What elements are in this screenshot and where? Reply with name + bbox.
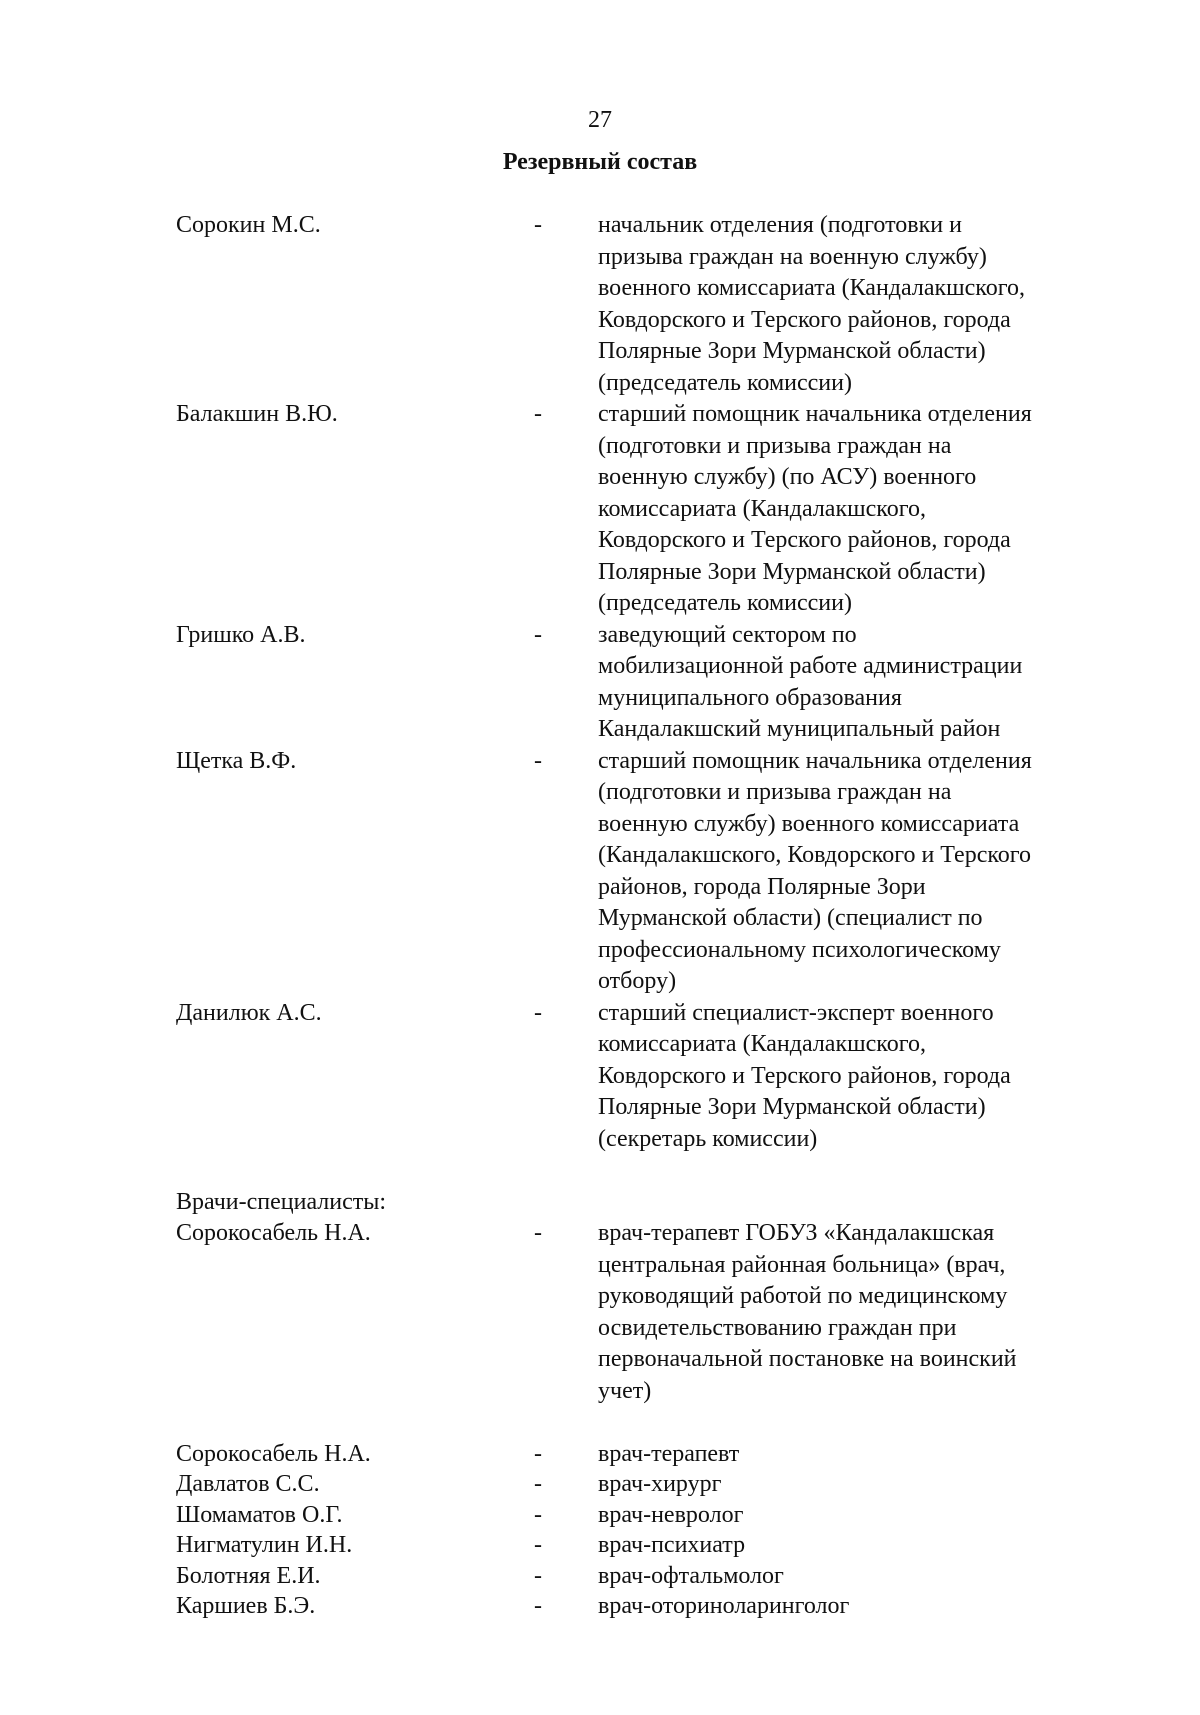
role-line: муниципального образования xyxy=(598,684,902,711)
page-number: 27 xyxy=(588,107,612,133)
role-line: Полярные Зори Мурманской области) xyxy=(598,558,986,585)
doctor-name: Болотняя Е.И. xyxy=(176,1562,321,1589)
role-line: отбору) xyxy=(598,968,677,994)
member-list xyxy=(176,210,1116,1622)
dash-separator: - xyxy=(534,212,542,238)
member-role xyxy=(598,399,1116,620)
role-line: Ковдорского и Терского районов, города xyxy=(598,527,1011,553)
doctor-entry xyxy=(176,1439,1116,1470)
member-role xyxy=(598,210,1116,399)
dash-separator: - xyxy=(534,621,542,648)
doctors-heading: Врачи-специалисты: xyxy=(176,1188,387,1215)
member-role xyxy=(598,620,1116,746)
doctor-name: Каршиев Б.Э. xyxy=(176,1593,316,1619)
role-line: мобилизационной работе администрации xyxy=(598,653,1023,679)
member-entry xyxy=(176,998,1116,1156)
role-line: (подготовки и призыва граждан на xyxy=(598,432,952,459)
role-line: Полярные Зори Мурманской области) xyxy=(598,338,986,364)
doctor-name: Давлатов С.С. xyxy=(176,1471,320,1497)
doctor-entry xyxy=(176,1591,1116,1622)
member-name: Сорокин М.С. xyxy=(176,212,321,238)
member-role xyxy=(598,746,1116,998)
doctor-entry xyxy=(176,1469,1116,1500)
role-line: старший помощник начальника отделения xyxy=(598,747,1032,774)
role-line: Мурманской области) (специалист по xyxy=(598,905,983,931)
role-line: комиссариата (Кандалакшского, xyxy=(598,1031,926,1057)
doctor-role: врач-психиатр xyxy=(598,1532,746,1558)
doctor-entry xyxy=(176,1530,1116,1561)
role-line: освидетельствованию граждан при xyxy=(598,1314,957,1341)
role-line: учет) xyxy=(598,1377,652,1404)
dash-separator: - xyxy=(534,999,542,1026)
role-line: комиссариата (Кандалакшского, xyxy=(598,495,926,522)
role-line: (подготовки и призыва граждан на xyxy=(598,779,952,805)
member-entry xyxy=(176,210,1116,399)
role-line: заведующий сектором по xyxy=(598,621,857,648)
dash-separator: - xyxy=(534,1532,542,1558)
member-name: Данилюк А.С. xyxy=(176,999,322,1026)
doctor-name: Сорокосабель Н.А. xyxy=(176,1440,371,1467)
role-line: Ковдорского и Терского районов, города xyxy=(598,306,1011,333)
doctor-entry xyxy=(176,1561,1116,1592)
role-line: Ковдорского и Терского районов, города xyxy=(598,1062,1011,1089)
role-line: профессиональному психологическому xyxy=(598,936,1001,963)
role-line: старший специалист-эксперт военного xyxy=(598,999,994,1026)
member-role xyxy=(598,998,1116,1156)
doctor-role: врач-терапевт xyxy=(598,1440,740,1467)
member-entry xyxy=(176,399,1116,620)
member-name: Балакшин В.Ю. xyxy=(176,401,338,427)
member-entry xyxy=(176,746,1116,998)
role-line: призыва граждан на военную службу) xyxy=(598,243,987,270)
member-entry xyxy=(176,620,1116,746)
role-line: Полярные Зори Мурманской области) xyxy=(598,1094,986,1120)
doctor-role: врач-оториноларинголог xyxy=(598,1593,850,1619)
doctor-role: врач-невролог xyxy=(598,1501,744,1528)
dash-separator: - xyxy=(534,1220,542,1246)
member-name: Сорокосабель Н.А. xyxy=(176,1220,371,1246)
dash-separator: - xyxy=(534,747,542,774)
role-line: начальник отделения (подготовки и xyxy=(598,212,962,238)
member-name: Гришко А.В. xyxy=(176,621,306,648)
role-line: районов, города Полярные Зори xyxy=(598,873,926,900)
doctor-name: Шомаматов О.Г. xyxy=(176,1501,343,1528)
role-line: центральная районная больница» (врач, xyxy=(598,1251,1006,1278)
dash-separator: - xyxy=(534,1471,542,1497)
dash-separator: - xyxy=(534,401,542,427)
dash-separator: - xyxy=(534,1593,542,1619)
member-role xyxy=(598,1218,1116,1407)
section-title: Резервный состав xyxy=(502,149,698,175)
role-line: руководящий работой по медицинскому xyxy=(598,1283,1008,1309)
member-name: Щетка В.Ф. xyxy=(176,747,297,774)
doctor-name: Нигматулин И.Н. xyxy=(176,1532,353,1558)
role-line: военного комиссариата (Кандалакшского, xyxy=(598,275,1025,301)
role-line: (Кандалакшского, Ковдорского и Терского xyxy=(598,842,1032,868)
role-line: военную службу) (по АСУ) военного xyxy=(598,464,977,490)
role-line: (председатель комиссии) xyxy=(598,590,852,616)
role-line: первоначальной постановке на воинский xyxy=(598,1346,1017,1372)
dash-separator: - xyxy=(534,1440,542,1467)
role-line: (председатель комиссии) xyxy=(598,369,852,396)
role-line: врач-терапевт ГОБУЗ «Кандалакшская xyxy=(598,1220,995,1246)
doctor-role: врач-офтальмолог xyxy=(598,1562,784,1589)
doctor-role: врач-хирург xyxy=(598,1471,722,1497)
member-entry xyxy=(176,1218,1116,1407)
role-line: Кандалакшский муниципальный район xyxy=(598,716,1001,742)
role-line: (секретарь комиссии) xyxy=(598,1125,818,1152)
doctor-entry xyxy=(176,1500,1116,1531)
role-line: военную службу) военного комиссариата xyxy=(598,810,1020,837)
role-line: старший помощник начальника отделения xyxy=(598,401,1032,427)
dash-separator: - xyxy=(534,1501,542,1528)
dash-separator: - xyxy=(534,1562,542,1589)
